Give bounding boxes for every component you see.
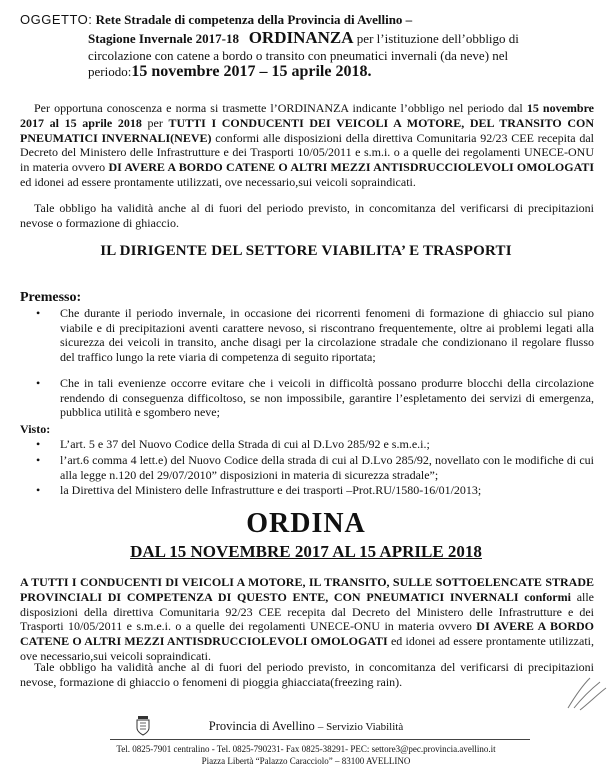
ordina-heading: ORDINA [246,508,366,539]
visto-item-text: la Direttiva del Ministero delle Infrastrutture e dei trasporti –Prot.RU/1580-16/01/2013; [60,483,482,497]
premesso-heading: Premesso: [20,290,82,305]
visto-item-text: l’art.6 comma 4 lett.e) del Nuovo Codice della strada di cui al D.Lvo 285/92, novellato con le modifiche di cui alla legge n.120 del 29/07/2010” disposizioni in materia di sicurezza stradale”; [60,453,594,482]
premesso-item [36,376,594,420]
subject-period-label: periodo: [88,64,132,79]
order-paragraph [20,575,594,664]
visto-item [36,453,594,482]
visto-item [36,483,594,498]
intro-chains: DI AVERE A BORDO CATENE O ALTRI MEZZI ANTISDRUCCIOLEVOLI OMOLOGATI [108,160,595,175]
subject-line2: circolazione con catene a bordo o transito con pneumatici invernali (da neve) nel [88,47,509,63]
footer-servizio: – Servizio Viabilità [317,721,404,733]
footer-contacts: Tel. 0825-7901 centralino - Tel. 0825-790231- Fax 0825-38291- PEC: settore3@pec.provincia.avellino.it [116,744,496,754]
visto-heading: Visto: [20,422,51,436]
intro-text-c: per [147,115,163,130]
footer-title [0,719,612,734]
bullet-icon: • [36,453,41,467]
intro-paragraph [20,101,594,190]
subject-dates: 15 novembre 2017 – 15 aprile 2018. [131,63,372,80]
intro-recipients: TUTTI I CONDUCENTI DEI VEICOLI A MOTORE, DEL TRANSITO CON PNEUMATICI INVERNALI(NEVE) [20,115,595,145]
bullet-icon: • [36,437,41,451]
premesso-item-text: Che in tali evenienze occorre evitare che i veicoli in difficoltà possano produrre blocchi della circolazione rendendo di conseguenza difficoltoso, se non impossibile, garantire l’espletamento dei servizi di emergenza, pubblica utilità e sgombero neve; [60,376,594,420]
bullet-icon: • [36,483,41,497]
order-text-b: alle disposizioni della direttiva Comunitaria 92/23 CEE recepita dal Decreto del Ministero delle Infrastrutture e dei Trasporti 10/05/2011 e s.m.e.i. o a quelle dei regolamenti UNECE-ONU in materia ovvero [20,589,595,634]
subject-network: Rete Stradale di competenza della Provincia di Avellino – [95,12,413,27]
order-recipients: A TUTTI I CONDUCENTI DI VEICOLI A MOTORE, IL TRANSITO, SULLE SOTTOELENCATE STRADE PROVINCIALI DI COMPETENZA DI QUESTO ENTE, CON PNEUMATICI INVERNALI conformi [20,575,594,604]
subject-line [20,11,600,28]
visto-item-text: L’art. 5 e 37 del Nuovo Codice della Strada di cui al D.Lvo 285/92 e s.m.e.i.; [60,437,430,451]
dirigente-heading: IL DIRIGENTE DEL SETTORE VIABILITA’ E TRASPORTI [100,243,512,259]
bullet-icon: • [36,306,41,320]
order-chains: DI AVERE A BORDO CATENE O ALTRI MEZZI ANTISDRUCCIOLEVOLI OMOLOGATI [20,619,594,649]
footer-provincia: Provincia di Avellino [208,719,315,733]
period-heading [0,542,612,562]
subject-body [88,30,608,81]
order-validity: Tale obbligo ha validità anche al di fuori del periodo previsto, in concomitanza del verificarsi di precipitazioni nevose, formazione di ghiaccio o fenomeni di pioggia ghiacciata(freezing rain). [20,660,594,689]
footer-divider [110,739,530,740]
intro-period: 15 novembre 2017 al 15 aprile 2018 [20,101,595,130]
premesso-item-text: Che durante il periodo invernale, in occasione dei ricorrenti fenomeni di formazione di ghiaccio sul piano viabile e di precipitazioni aventi carattere nevoso, si riscontrano frequentemente, oltre ai problemi legati alla sicurezza dei veicoli in transito, anche disagi per la circolazione stradale che condizionano il regolare flusso del traffico lungo la rete viaria di competenza di seguito riportata; [60,306,594,364]
visto-item [36,437,594,452]
order-text-d: ed idonei ad essere prontamente utilizzati, ove necessario,sui veicoli sopraindicati. [20,634,595,663]
subject-label: OGGETTO: [20,12,93,27]
intro-validity: Tale obbligo ha validità anche al di fuori del periodo previsto, in concomitanza del verificarsi di precipitazioni nevose o formazione di ghiaccio. [20,201,594,230]
subject-line1-rest: per l’istituzione dell’obbligo di [356,31,519,46]
signature-mark-icon [560,672,610,712]
bullet-icon: • [36,376,41,390]
footer-address: Piazza Libertà “Palazzo Caracciolo” – 83100 AVELLINO [201,756,411,766]
intro-text-g: ed idonei ad essere prontamente utilizzati, ove necessario,sui veicoli sopraindicati. [20,174,416,189]
premesso-item [36,306,594,364]
period-heading-text: DAL 15 NOVEMBRE 2017 AL 15 APRILE 2018 [130,542,482,561]
subject-season: Stagione Invernale 2017-18 [88,31,239,46]
intro-text-e: conformi alle disposizioni della direttiva Comunitaria 92/23 CEE recepita dal Decreto del Ministero delle Infrastrutture e dei Trasporti 10/05/2011 e s.m.i. o a quelle dei regolamenti UNECE-ONU in materia ovvero [20,130,594,175]
ordinanza-heading: ORDINANZA [248,28,354,47]
intro-text-a: Per opportuna conoscenza e norma si trasmette l’ORDINANZA indicante l’obbligo nel periodo dal [34,101,523,115]
